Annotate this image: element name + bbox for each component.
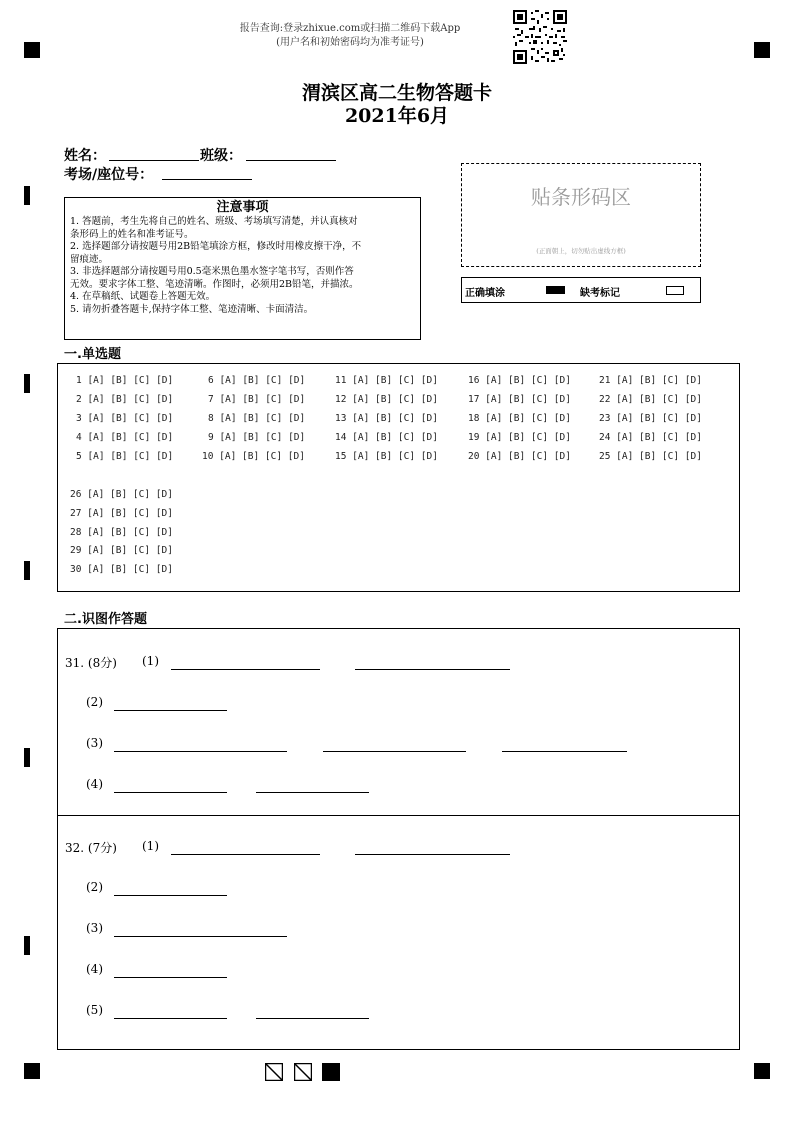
report-query-note <box>200 22 500 50</box>
q31-answer-line[interactable] <box>323 751 466 752</box>
q32-answer-line[interactable] <box>355 854 510 855</box>
q32-answer-line[interactable] <box>114 895 227 896</box>
question-row[interactable]: 22 [A] [B] [C] [D] <box>599 394 702 405</box>
question-row[interactable]: 1 [A] [B] [C] [D] <box>76 375 174 386</box>
page-id-hatch-icon <box>294 1063 312 1081</box>
question-row[interactable]: 7 [A] [B] [C] [D] <box>208 394 306 405</box>
q32-part-label: (3) <box>86 921 103 935</box>
q32-part-label: (1) <box>142 839 159 853</box>
question-row[interactable]: 23 [A] [B] [C] [D] <box>599 413 702 424</box>
q31-answer-line[interactable] <box>114 710 227 711</box>
question-row[interactable]: 3 [A] [B] [C] [D] <box>76 413 174 424</box>
question-row[interactable]: 14 [A] [B] [C] [D] <box>335 432 438 443</box>
barcode-title: 贴条形码区 <box>531 185 631 209</box>
question-row[interactable]: 20 [A] [B] [C] [D] <box>468 451 571 462</box>
question-row[interactable]: 26 [A] [B] [C] [D] <box>70 489 173 500</box>
notice-line: 条形码上的姓名和准考证号。 <box>70 228 194 240</box>
question-row[interactable]: 8 [A] [B] [C] [D] <box>208 413 306 424</box>
notice-line: 留痕迹。 <box>70 253 109 265</box>
question-row[interactable]: 21 [A] [B] [C] [D] <box>599 375 702 386</box>
barcode-area <box>461 163 701 267</box>
question-row[interactable]: 17 [A] [B] [C] [D] <box>468 394 571 405</box>
corner-marker-tl <box>24 42 40 58</box>
question-row[interactable]: 24 [A] [B] [C] [D] <box>599 432 702 443</box>
q31-answer-line[interactable] <box>114 751 287 752</box>
q32-answer-line[interactable] <box>171 854 320 855</box>
notice-line: 无效。要求字体工整、笔迹清晰。作图时，必须用2B铅笔，并描浓。 <box>70 278 359 290</box>
single-choice-box <box>57 363 740 592</box>
name-label: 姓名： <box>64 148 106 164</box>
q31-part-label: (2) <box>86 695 103 709</box>
page-id-hatch-icon <box>265 1063 283 1081</box>
side-marker <box>24 186 30 205</box>
fill-legend <box>461 277 701 303</box>
q32-answer-line[interactable] <box>114 977 227 978</box>
seat-label: 考场/座位号： <box>64 167 154 183</box>
side-marker <box>24 374 30 393</box>
question-row[interactable]: 9 [A] [B] [C] [D] <box>208 432 306 443</box>
notice-line: 5. 请勿折叠答题卡,保持字体工整、笔迹清晰、卡面清洁。 <box>70 303 314 315</box>
q31-box <box>57 628 740 816</box>
q32-answer-line[interactable] <box>114 936 287 937</box>
report-query-line2: (用户名和初始密码均为准考证号) <box>276 37 424 48</box>
page-title: 渭滨区高二生物答题卡 <box>301 82 492 104</box>
question-row[interactable]: 5 [A] [B] [C] [D] <box>76 451 174 462</box>
exam-date: 2021年6月 <box>344 105 450 127</box>
correct-fill-icon <box>546 286 565 294</box>
q31-part-label: (4) <box>86 777 103 791</box>
notice-line: 3. 非选择题部分请按题号用0.5毫米黑色墨水签字笔书写，否则作答 <box>70 266 354 277</box>
notice-box <box>64 197 421 340</box>
q32-label: 32. (7分) <box>65 841 117 855</box>
absent-mark-label: 缺考标记 <box>580 288 620 299</box>
question-row[interactable]: 16 [A] [B] [C] [D] <box>468 375 571 386</box>
q31-part-label: (3) <box>86 736 103 750</box>
q32-answer-line[interactable] <box>256 1018 369 1019</box>
corner-marker-tr <box>754 42 770 58</box>
question-row[interactable]: 2 [A] [B] [C] [D] <box>76 394 174 405</box>
question-row[interactable]: 29 [A] [B] [C] [D] <box>70 545 173 556</box>
q32-part-label: (4) <box>86 962 103 976</box>
report-query-line1: 报告查询:登录zhixue.com或扫描二维码下载App <box>239 23 461 34</box>
q31-answer-line[interactable] <box>256 792 369 793</box>
notice-line: 1. 答题前，考生先将自己的姓名、班级、考场填写清楚，并认真核对 <box>70 216 358 227</box>
name-field[interactable] <box>109 160 199 161</box>
q32-answer-line[interactable] <box>114 1018 227 1019</box>
q32-part-label: (5) <box>86 1003 103 1017</box>
notice-line: 4. 在草稿纸、试题卷上答题无效。 <box>70 291 216 302</box>
q31-label: 31. (8分) <box>65 656 117 670</box>
q31-answer-line[interactable] <box>355 669 510 670</box>
question-row[interactable]: 15 [A] [B] [C] [D] <box>335 451 438 462</box>
section2-title: 二.识图作答题 <box>64 612 147 627</box>
class-field[interactable] <box>246 160 336 161</box>
seat-field[interactable] <box>162 179 252 180</box>
question-row[interactable]: 6 [A] [B] [C] [D] <box>208 375 306 386</box>
question-row[interactable]: 4 [A] [B] [C] [D] <box>76 432 174 443</box>
q31-answer-line[interactable] <box>114 792 227 793</box>
side-marker <box>24 561 30 580</box>
page-id-filled-marker <box>322 1063 340 1081</box>
q32-part-label: (2) <box>86 880 103 894</box>
corner-marker-br <box>754 1063 770 1079</box>
question-row[interactable]: 28 [A] [B] [C] [D] <box>70 527 173 538</box>
barcode-note: (正面朝上，切勿贴出虚线方框) <box>536 247 626 255</box>
section1-title: 一.单选题 <box>64 347 121 362</box>
q32-box <box>57 815 740 1050</box>
q31-answer-line[interactable] <box>502 751 627 752</box>
question-row[interactable]: 18 [A] [B] [C] [D] <box>468 413 571 424</box>
question-row[interactable]: 30 [A] [B] [C] [D] <box>70 564 173 575</box>
q31-answer-line[interactable] <box>171 669 320 670</box>
qr-code-icon <box>513 10 567 64</box>
question-row[interactable]: 11 [A] [B] [C] [D] <box>335 375 438 386</box>
corner-marker-bl <box>24 1063 40 1079</box>
class-label: 班级： <box>200 148 242 164</box>
correct-fill-label: 正确填涂 <box>465 288 505 299</box>
question-row[interactable]: 10 [A] [B] [C] [D] <box>202 451 305 462</box>
notice-title: 注意事项 <box>216 200 269 215</box>
question-row[interactable]: 25 [A] [B] [C] [D] <box>599 451 702 462</box>
notice-line: 2. 选择题部分请按题号用2B铅笔填涂方框，修改时用橡皮擦干净，不 <box>70 241 362 252</box>
side-marker <box>24 748 30 767</box>
question-row[interactable]: 12 [A] [B] [C] [D] <box>335 394 438 405</box>
q31-part-label: (1) <box>142 654 159 668</box>
question-row[interactable]: 27 [A] [B] [C] [D] <box>70 508 173 519</box>
question-row[interactable]: 19 [A] [B] [C] [D] <box>468 432 571 443</box>
absent-mark-checkbox[interactable] <box>666 286 684 295</box>
question-row[interactable]: 13 [A] [B] [C] [D] <box>335 413 438 424</box>
side-marker <box>24 936 30 955</box>
